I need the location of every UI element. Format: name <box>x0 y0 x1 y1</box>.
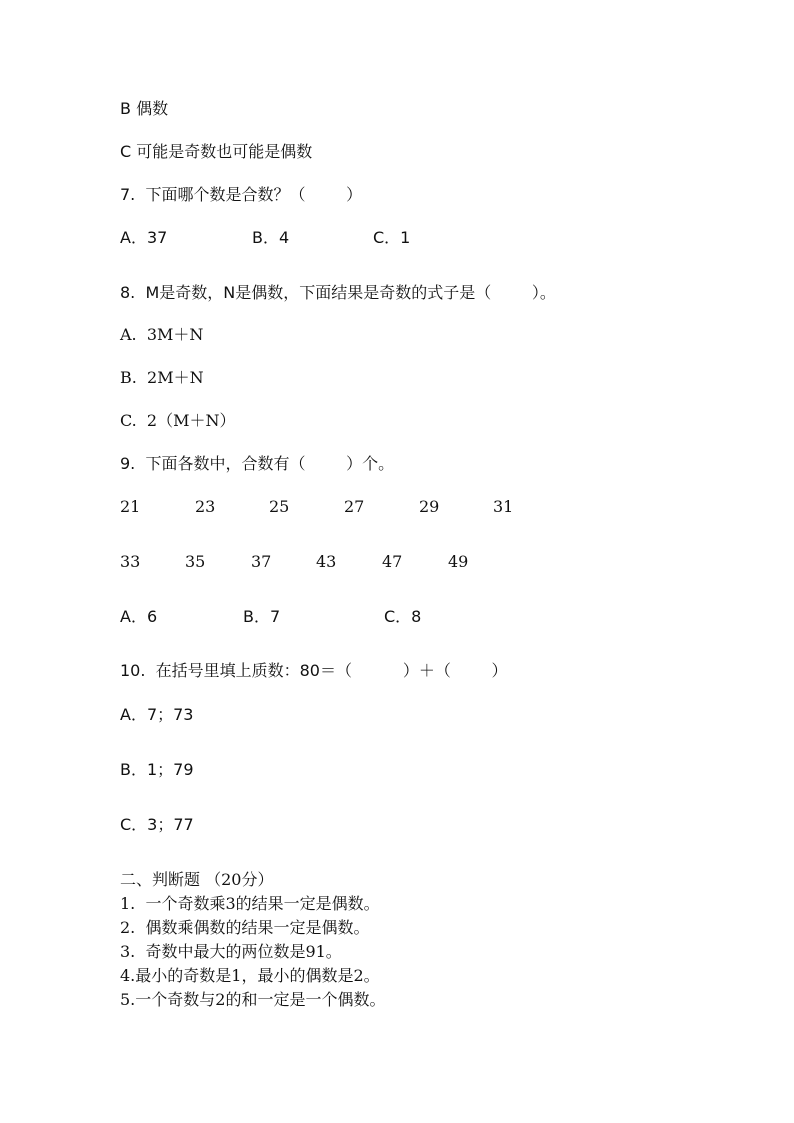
number-cell: 37 <box>251 552 272 571</box>
question-7-option-a: A．37 <box>120 228 168 247</box>
question-9-option-c: C．8 <box>384 607 422 626</box>
question-9-option-b: B．7 <box>243 607 281 626</box>
number-cell: 43 <box>316 552 337 571</box>
number-cell: 49 <box>448 552 469 571</box>
question-8-option-a: A. 3M＋N <box>120 325 204 344</box>
choice-b-even: B 偶数 <box>120 99 169 118</box>
question-7-stem: 7. 下面哪个数是合数？（ ） <box>120 185 363 204</box>
number-cell: 25 <box>269 497 290 516</box>
question-10-option-b: B．1；79 <box>120 760 194 779</box>
section-2-title: 二、判断题 （20分） <box>120 870 274 889</box>
judge-item-1: 1. 一个奇数乘3的结果一定是偶数。 <box>120 894 380 913</box>
number-cell: 35 <box>185 552 206 571</box>
question-8-stem: 8. M是奇数，N是偶数，下面结果是奇数的式子是（ ）。 <box>120 283 556 302</box>
number-cell: 21 <box>120 497 141 516</box>
question-8-option-b: B. 2M＋N <box>120 368 204 387</box>
choice-c-either: C 可能是奇数也可能是偶数 <box>120 142 313 161</box>
question-7-option-b: B．4 <box>252 228 290 247</box>
question-10-stem: 10. 在括号里填上质数：80＝（ ）＋（ ） <box>120 661 508 680</box>
number-cell: 47 <box>382 552 403 571</box>
question-9-stem: 9. 下面各数中，合数有（ ）个。 <box>120 454 395 473</box>
number-cell: 33 <box>120 552 141 571</box>
question-8-option-c: C. 2（M＋N） <box>120 411 236 430</box>
number-cell: 29 <box>419 497 440 516</box>
question-7-option-c: C．1 <box>373 228 411 247</box>
judge-item-5: 5.一个奇数与2的和一定是一个偶数。 <box>120 990 386 1009</box>
question-9-option-a: A．6 <box>120 607 158 626</box>
number-cell: 23 <box>195 497 216 516</box>
question-10-option-a: A．7；73 <box>120 705 194 724</box>
number-cell: 27 <box>344 497 365 516</box>
judge-item-2: 2. 偶数乘偶数的结果一定是偶数。 <box>120 918 370 937</box>
question-10-option-c: C．3；77 <box>120 815 194 834</box>
judge-item-4: 4.最小的奇数是1，最小的偶数是2。 <box>120 966 380 985</box>
judge-item-3: 3. 奇数中最大的两位数是91。 <box>120 942 342 961</box>
number-cell: 31 <box>493 497 514 516</box>
